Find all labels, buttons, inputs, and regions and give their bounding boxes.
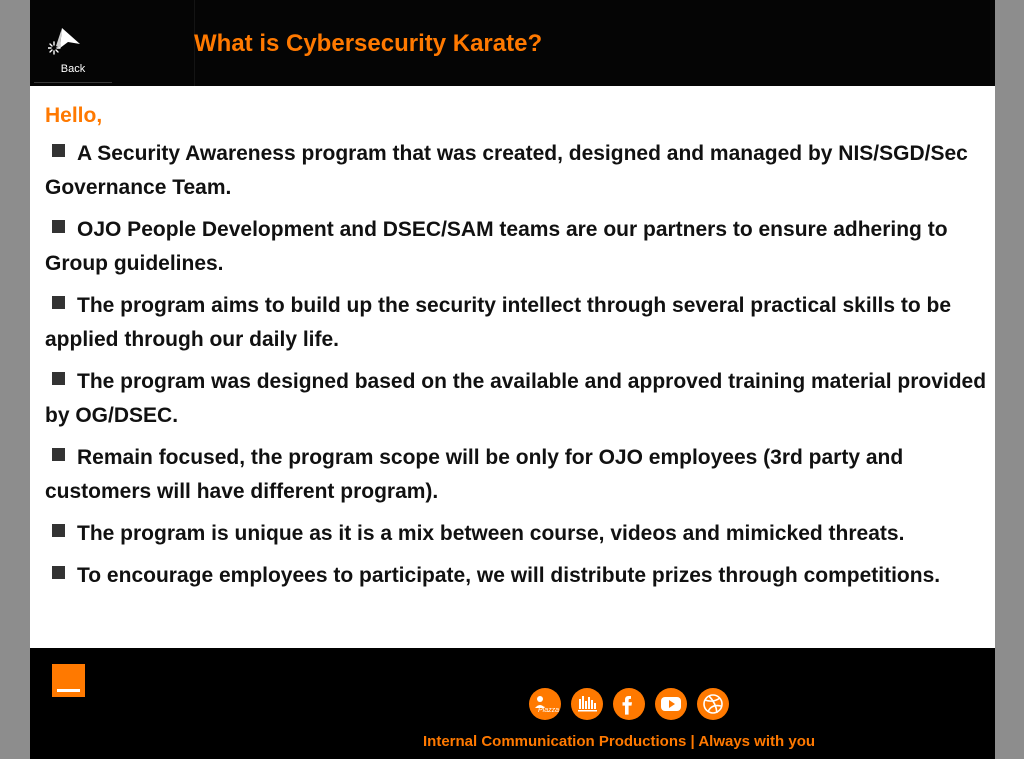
logo-bar (57, 689, 80, 692)
back-arrow-icon (48, 26, 84, 60)
bullet-text: The program aims to build up the security intellect through several practical skills to be applied through our daily life. (45, 294, 952, 351)
bullet-item (45, 365, 990, 433)
bullet-item (45, 213, 990, 281)
bullet-square-icon (52, 144, 65, 157)
facebook-icon[interactable] (613, 688, 645, 720)
blog-icon[interactable] (571, 688, 603, 720)
back-button-label: Back (60, 63, 86, 75)
bullet-square-icon (52, 220, 65, 233)
bullet-text: To encourage employees to participate, we will distribute prizes through competitions. (77, 564, 941, 587)
bullet-square-icon (52, 372, 65, 385)
bullet-item (45, 289, 990, 357)
bullet-text: A Security Awareness program that was created, designed and managed by NIS/SGD/Sec Governance Team. (45, 142, 968, 199)
bullet-text: Remain focused, the program scope will be only for OJO employees (3rd party and customers will have different program). (45, 446, 904, 503)
footer-tagline: Internal Communication Productions | Always with you (423, 733, 816, 750)
page-title: What is Cybersecurity Karate? (194, 30, 543, 57)
back-button[interactable] (34, 0, 112, 83)
footer-bar (30, 648, 995, 759)
bullet-item (45, 441, 990, 509)
bullet-text: The program is unique as it is a mix between course, videos and mimicked threats. (77, 522, 905, 545)
bullet-item (45, 137, 990, 205)
content-area (45, 101, 990, 601)
bullet-square-icon (52, 566, 65, 579)
bullet-square-icon (52, 296, 65, 309)
bullet-item (45, 517, 990, 551)
header-bar (30, 0, 995, 86)
plazza-icon[interactable] (529, 688, 561, 720)
bullet-text: The program was designed based on the available and approved training material provided by OG/DSEC. (45, 370, 987, 427)
bullet-item (45, 559, 990, 593)
bullet-square-icon (52, 524, 65, 537)
dribbble-icon[interactable] (697, 688, 729, 720)
bullet-text: OJO People Development and DSEC/SAM teams are our partners to ensure adhering to Group guidelines. (45, 218, 948, 275)
youtube-icon[interactable] (655, 688, 687, 720)
slide-frame (30, 0, 995, 759)
orange-logo (52, 664, 85, 697)
bullet-square-icon (52, 448, 65, 461)
plazza-icon-text: Plazza (538, 707, 560, 714)
greeting-text: Hello, (45, 104, 103, 127)
